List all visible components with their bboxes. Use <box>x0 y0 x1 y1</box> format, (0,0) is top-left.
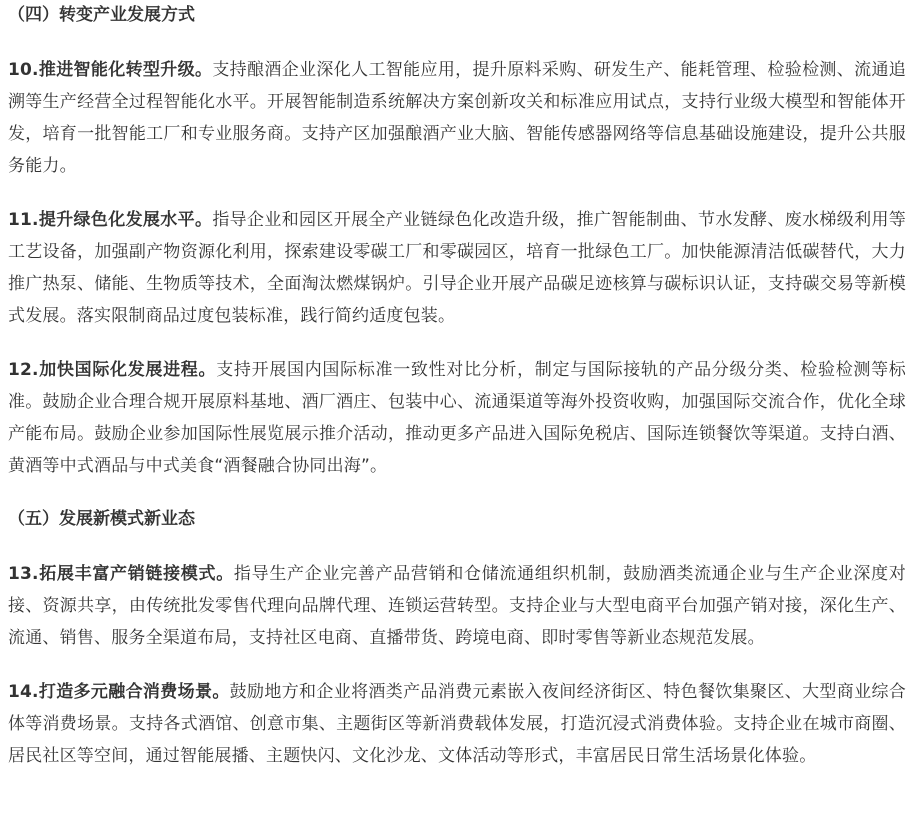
paragraph-lead: 14.打造多元融合消费场景。 <box>8 682 230 702</box>
paragraph-lead: 10.推进智能化转型升级。 <box>8 60 213 80</box>
paragraph-body: 支持酿酒企业深化人工智能应用，提升原料采购、研发生产、能耗管理、检验检测、流通追溯等生产经营全过程智能化水平。开展智能制造系统解决方案创新攻关和标准应用试点，支持行业级大模型和智能体开发，培育一批智能工厂和专业服务商。支持产区加强酿酒产业大脑、智能传感器网络等信息基础设施建设，提升公共服务能力。 <box>8 60 907 176</box>
paragraph-body: 支持开展国内国际标准一致性对比分析，制定与国际接轨的产品分级分类、检验检测等标准。鼓励企业合理合规开展原料基地、酒厂酒庄、包装中心、流通渠道等海外投资收购，加强国际交流合作，优化全球产能布局。鼓励企业参加国际性展览展示推介活动，推动更多产品进入国际免税店、国际连锁餐饮等渠道。支持白酒、黄酒等中式酒品与中式美食“酒餐融合协同出海”。 <box>8 360 906 476</box>
paragraph-item-10 <box>8 54 906 182</box>
paragraph-lead: 11.提升绿色化发展水平。 <box>8 210 213 230</box>
paragraph-item-12 <box>8 354 906 482</box>
section-heading-5: （五）发展新模式新业态 <box>8 509 195 529</box>
paragraph-item-14 <box>8 676 906 772</box>
paragraph-lead: 13.拓展丰富产销链接模式。 <box>8 564 234 584</box>
paragraph-item-13 <box>8 558 906 654</box>
paragraph-item-11 <box>8 204 906 332</box>
paragraph-lead: 12.加快国际化发展进程。 <box>8 360 217 380</box>
section-heading-4: （四）转变产业发展方式 <box>8 5 195 25</box>
paragraph-body: 指导企业和园区开展全产业链绿色化改造升级，推广智能制曲、节水发酵、废水梯级利用等工艺设备，加强副产物资源化利用，探索建设零碳工厂和零碳园区，培育一批绿色工厂。加快能源清洁低碳替代，大力推广热泵、储能、生物质等技术，全面淘汰燃煤锅炉。引导企业开展产品碳足迹核算与碳标识认证，支持碳交易等新模式发展。落实限制商品过度包装标准，践行简约适度包装。 <box>8 210 907 326</box>
paragraph-body: 指导生产企业完善产品营销和仓储流通组织机制，鼓励酒类流通企业与生产企业深度对接、资源共享，由传统批发零售代理向品牌代理、连锁运营转型。支持企业与大型电商平台加强产销对接，深化生产、流通、销售、服务全渠道布局，支持社区电商、直播带货、跨境电商、即时零售等新业态规范发展。 <box>8 564 906 648</box>
paragraph-body: 鼓励地方和企业将酒类产品消费元素嵌入夜间经济街区、特色餐饮集聚区、大型商业综合体等消费场景。支持各式酒馆、创意市集、主题街区等新消费载体发展，打造沉浸式消费体验。支持企业在城市商圈、居民社区等空间，通过智能展播、主题快闪、文化沙龙、文体活动等形式，丰富居民日常生活场景化体验。 <box>8 682 906 766</box>
